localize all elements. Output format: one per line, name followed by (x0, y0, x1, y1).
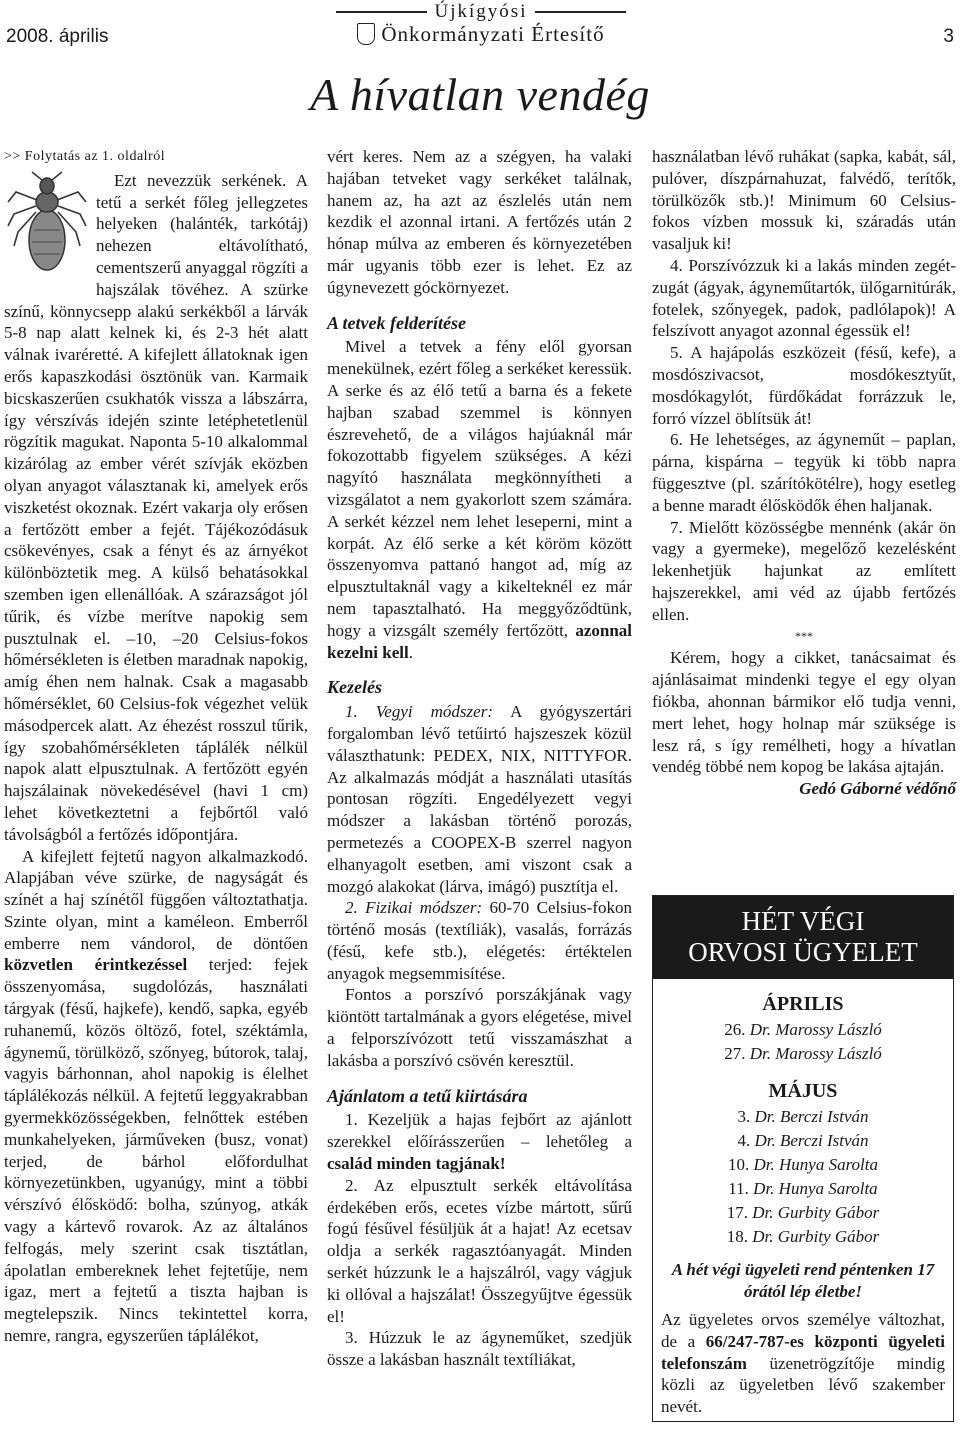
duty-row: 11. Dr. Hunya Sarolta (728, 1179, 878, 1198)
masthead-top-line (336, 2, 626, 22)
issue-date: 2008. április (6, 26, 109, 47)
paragraph: 1. Vegyi módszer: A gyógyszertári forgalomban lévő tetűirtó hajszeszek közül választhatunk: PEDEX, NIX, NITTYFOR. Az alkalmazás módját a használati utasítás pontosan rögzíti. Engedélyezett vegyi módszer a lakásban történő porozás, permetezés a COOPEX-B szerrel nagyon elhanyagolt esetben, ami viszont csak a mozgó alakokat (lárva, imágó) pusztítja el. (327, 702, 632, 896)
section-separator: *** (795, 628, 813, 643)
duty-row: 4. Dr. Berczi István (737, 1131, 869, 1150)
article-headline: A hívatlan vendég (310, 69, 650, 120)
paragraph: Ezt nevezzük serkének. A tetű a serkét főleg jellegzetes helyeken (halánték, tarkótáj) nehezen eltávolítható, cementszerű anyaggal rögzíti a hajszálak tövéhez. A szürke színű, könnycsepp alakú serkékből a lárvák 5-8 nap alatt kelnek ki, és 2-3 hét alatt válnak ivaréretté. A kifejlett állatoknak igen erős kapaszkodási ösztönük van. Karmaik bicskaszerűen csukhatók vissza a lábszárra, így vérszívás idején szinte letéphetetlenül rögzítik magukat. Naponta 5-10 alkalommal kizárólag az ember vérét szívják eközben olyan anyagot választanak ki, amelyek erős viszketést okoznak. Ezért vakarja oly erősen a fertőzött ember a fejét. Tájékozódásuk csökevényes, csak a fényt és az árnyékot különböztetik meg. A külső behatásokkal szemben igen ellenállóak. A szárazságot jól tűrik, és vízbe merítve napokig sem pusztulnak el. –10, –20 Celsius-fokos hőmérsékleten is életben maradnak napokig, amíg éhen nem halnak. Csak a magasabb hőmérséklet, 60 Celsius-fok végezhet velük másodpercek alatt. Az éhezést rosszul tűrik, így szobahőmérsékleten táplálék nélkül napok alatt elpusztulnak. A fertőzött egyén hajszálainak növekedésével (havi 1 cm) lehet következtetni a fejbőrtől való távolságból a fertőzés időpontjára. (4, 170, 308, 844)
duty-row: 27. Dr. Marossy László (724, 1044, 882, 1063)
masthead-rule-left (336, 11, 427, 13)
month-label-may: MÁJUS (768, 1080, 838, 1102)
duty-row: 10. Dr. Hunya Sarolta (727, 1155, 878, 1174)
paragraph: használatban lévő ruhákat (sapka, kabát, sál, pulóver, díszpárnahuzat, falvédő, terítők, törülközők stb.)! Minimum 60 Celsius-fokos vízben mossuk ki, száradás után vasaljuk ki! (652, 147, 956, 254)
head-louse-icon (4, 170, 90, 280)
article-column-2 (327, 146, 632, 1371)
masthead (336, 2, 626, 46)
paragraph: 5. A hajápolás eszközeit (fésű, kefe), a mosdószivacsot, mosdókesztyűt, mosdókagylót, fürdőkádat forrázzuk le, forró vízzel öblítsük át! (652, 343, 956, 428)
article-column-1 (4, 146, 308, 1347)
paragraph: 2. Az elpusztult serkék eltávolítása érdekében erős, ecetes vízbe mártott, sűrű fogú fésűvel fésüljük át a hajat! Az ecetsav oldja a serkék ragasztóanyagát. Minden serkét húzzunk le a hajszálról, vagy vágjuk ki ollóval a hajszálat! Összegyűjtve égessük el! (327, 1175, 632, 1326)
masthead-bottom-text: Önkormányzati Értesítő (381, 22, 605, 46)
masthead-rule-right (535, 11, 626, 13)
author-signature: Gedó Gáborné védőnő (799, 779, 956, 799)
subheading-detection: A tetvek felderítése (327, 312, 466, 333)
paragraph: 3. Húzzuk le az ágyneműket, szedjük össze a lakásban használt textíliákat, (327, 1328, 632, 1370)
paragraph: Kérem, hogy a cikket, tanácsaimat és ajánlásaimat mindenki tegye el egy olyan fiókba, ahonnan bármikor elő tudja venni, mert lehet, hogy holnap már szüksége is lesz rá, s így remélheti, hogy a hívatlan vendég többé nem kopog be lakása ajtaján. (652, 648, 956, 777)
paragraph: A kifejlett fejtetű nagyon alkalmazkodó. Alapjában véve szürke, de nagyságát és színét a haj színétől függően változtathatja. Szinte olyan, mint a kaméleon. Emberről emberre nem vándorol, de döntően közvetlen érintkezéssel terjed: fejek összenyomása, sugdolózás, használati tárgyak (fésű, hajkefe), kendő, sapka, egyéb ruhanemű, közös öltöző, fotel, széktámla, ágynemű, törülköző, szőnyeg, bútorok, talaj, vagyis bárhonnan, ahol napokig is élelhet táplálékozás nélkül. A fejtetű leggyakrabban gyermekközösségekben, felnőttek estében munkahelyeken, járműveken (busz, vonat) terjed, de bárhol előfordulhat környezetünkben, ugyanúgy, mint a többi vérszívó élősködő: bolha, szúnyog, atkák vagy a kártevő rovarok. Az az általános felfogás, mely szerint csak tisztátlan, ápolatlan embereknek lehet fejtetűje, nem igaz, mert a fejtetű a tiszta hajban is megtelepszik. Nincs tekintettel korra, nemre, rangra, egyszerűen táplálékot, (4, 846, 308, 1346)
weekend-duty-box (652, 895, 954, 1422)
duty-box-title: HÉT VÉGI ORVOSI ÜGYELET (653, 896, 953, 979)
duty-row: 26. Dr. Marossy László (724, 1020, 882, 1039)
paragraph: 4. Porszívózzuk ki a lakás minden zegét-zugát (ágyak, ágyneműtartók, ülőgarnitúrák, fotelek, szőnyegek, padok, padlólapok)! A felszívott anyagot azonnal égessük el! (652, 255, 956, 341)
masthead-bottom-line (336, 22, 626, 46)
paragraph: 7. Mielőtt közösségbe mennénk (akár ön vagy a gyermeke), megelőző kezelésként lekenhetjük hajunkat az említett hajszerekkel, ami véd az újabb fertőzés ellen. (652, 517, 956, 624)
duty-schedule-note: A hét végi ügyeleti rend péntenken 17 órától lép életbe! (671, 1260, 935, 1301)
page-number: 3 (943, 26, 954, 47)
month-label-april: ÁPRILIS (762, 993, 844, 1015)
duty-phone-info: Az ügyeletes orvos személye változhat, de a 66/247-787-es központi ügyeleti telefonszám üzenetrögzítője mindig közli az ügyeletben lévő szakember nevét. (661, 1310, 945, 1417)
paragraph: 2. Fizikai módszer: 60-70 Celsius-fokon történő mosás (textíliák), vasalás, forrázás (fésű, kefe stb.), elégetés: értéktelen anyagok megsemmisítése. (327, 898, 632, 983)
paragraph: vért keres. Nem az a szégyen, ha valaki hajában tetveket vagy serkéket találnak, hanem az, ha azt az észlelés után nem kezdik el azonnal irtani. A fertőzés után 2 hónap múlva az emberen és környezetében már ugyanis több ezer is lehet. Ez az úgynevezett góckörnyezet. (327, 147, 632, 297)
subheading-advice: Ajánlatom a tetű kiirtására (327, 1085, 528, 1106)
duty-list-april (653, 1018, 953, 1066)
continued-from-note: >> Folytatás az 1. oldalról (4, 149, 166, 164)
duty-row: 17. Dr. Gurbity Gábor (726, 1203, 880, 1222)
paragraph: 1. Kezeljük a hajas fejbőrt az ajánlott szerekkel előírásszerűen – lehetőleg a család minden tagjának! (327, 1110, 632, 1174)
duty-list-may (653, 1105, 953, 1249)
subheading-treatment: Kezelés (327, 677, 382, 698)
coat-of-arms-icon (357, 23, 375, 45)
masthead-top-text: Újkígyósi (434, 1, 528, 22)
article-column-3 (652, 146, 956, 800)
duty-row: 3. Dr. Berczi István (737, 1107, 869, 1126)
paragraph: Mivel a tetvek a fény elől gyorsan menekülnek, ezért főleg a serkéket keressük. A serke és az élő tetű a barna és a fekete hajban szabad szemmel is könnyen észrevehető, de a világos hajúaknál már fokozottabb figyelem szükséges. A kézi nagyító használata megkönnyítheti a vizsgálatot a nem gyakorlott szem számára. A serkét kézzel nem lehet leseperni, mint a korpát. Az élő serke a két köröm között összenyomva pattanó hangot ad, míg az elpusztultaknál vagy a kikelteknél ez már nem tapasztalható. Ha meggyőződtünk, hogy a vizsgált személy fertőzött, azonnal kezelni kell. (327, 337, 632, 662)
duty-row: 18. Dr. Gurbity Gábor (726, 1227, 880, 1246)
paragraph: 6. He lehetséges, az ágyneműt – paplan, párna, kispárna – tegyük ki több napra függesztve (pl. szárítókötélre), hogy esetleg a benne maradt élősködők éhen haljanak. (652, 430, 956, 515)
paragraph: Fontos a porszívó porszákjának vagy kiöntött tartalmának a gyors elégetése, mivel a felporszívózott tetű visszamászhat a lakásba a porszívó csövén keresztül. (327, 985, 632, 1070)
